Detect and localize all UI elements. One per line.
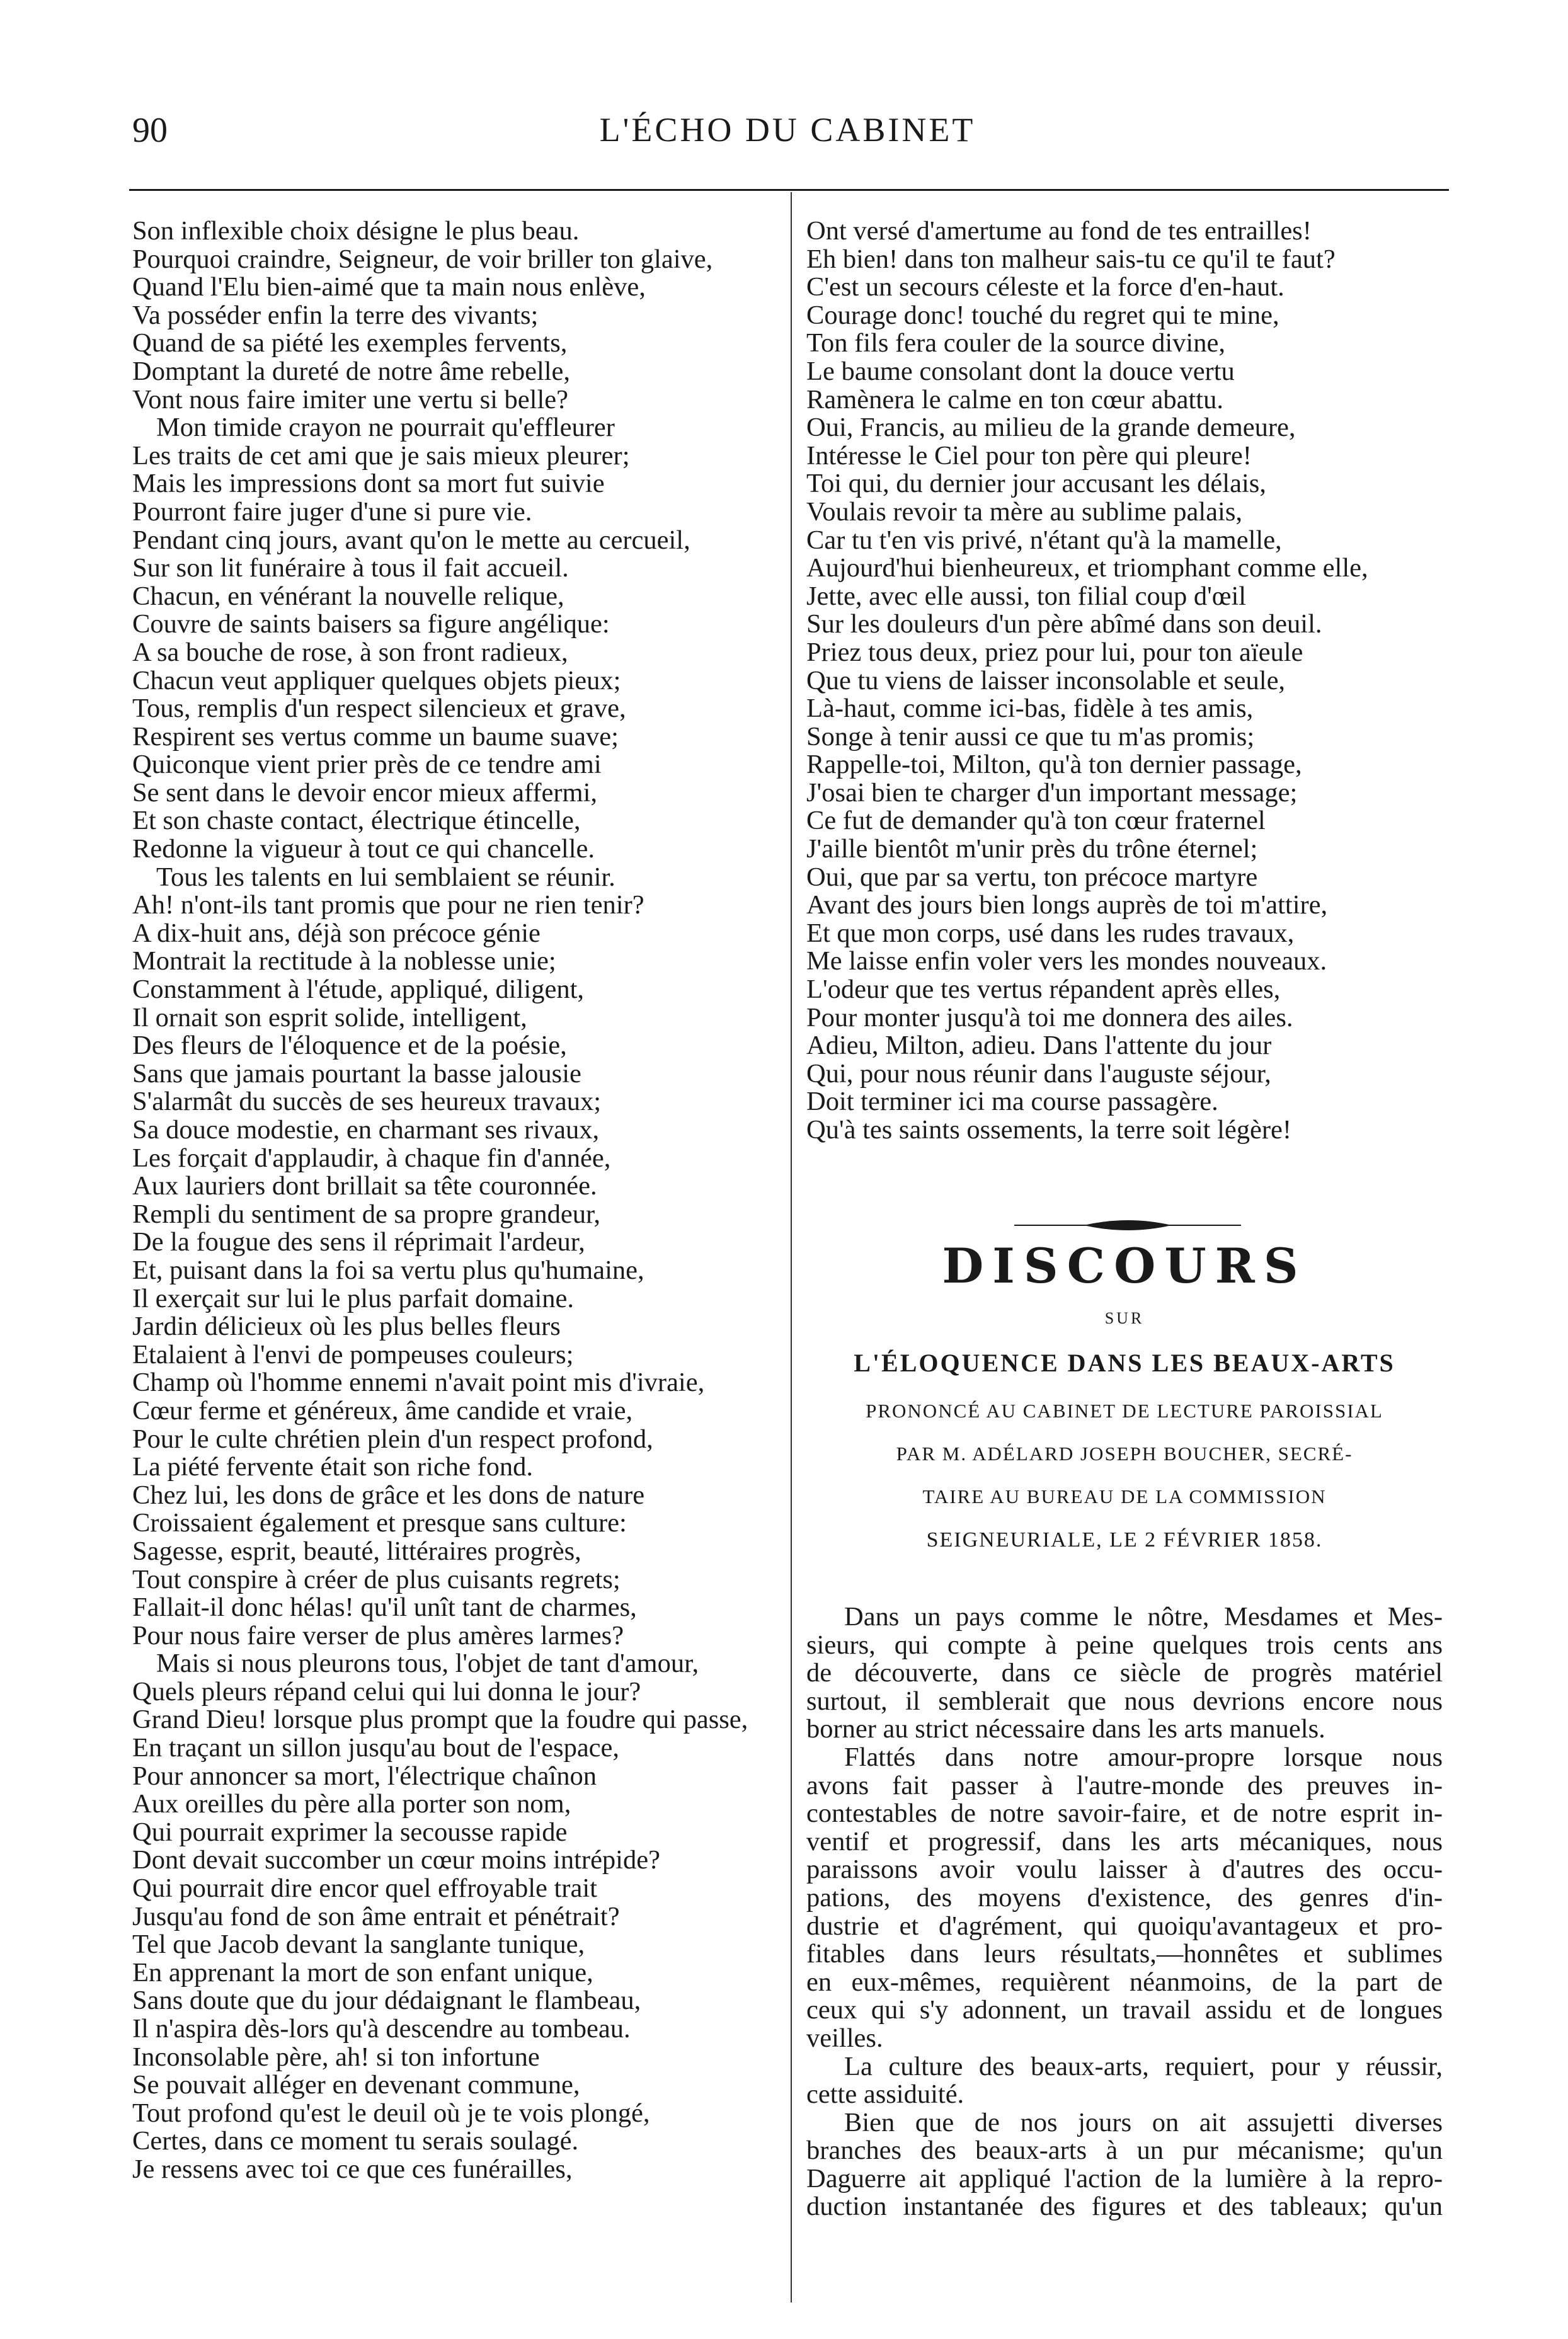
poem-line: Quels pleurs répand celui qui lui donna le jour?	[132, 1676, 641, 1707]
poem-line: Mon timide crayon ne pourrait qu'effleurer	[156, 413, 615, 443]
poem-line: Pour monter jusqu'à toi me donnera des ailes.	[806, 1002, 1293, 1032]
poem-line: Oui, que par sa vertu, ton précoce martyre	[806, 862, 1258, 892]
poem-line: Se pouvait alléger en devenant commune,	[132, 2070, 580, 2100]
poem-line: Jardin délicieux où les plus belles fleurs	[132, 1312, 561, 1342]
poem-line: Se sent dans le devoir encor mieux affermi,	[132, 777, 598, 808]
poem-line: Ton fils fera couler de la source divine,	[806, 328, 1225, 358]
prose-line: branches des beaux-arts à un pur mécanisme; qu'un	[806, 2136, 1443, 2166]
poem-line: Dont devait succomber un cœur moins intrépide?	[132, 1845, 660, 1875]
poem-line: Certes, dans ce moment tu serais soulagé.	[132, 2126, 579, 2156]
poem-line: Sur son lit funéraire à tous il fait accueil.	[132, 553, 569, 583]
header-rule	[129, 189, 1449, 191]
prose-line: duction instantanée des figures et des tableaux; qu'un	[806, 2192, 1443, 2222]
discourse-byline-2: PAR M. ADÉLARD JOSEPH BOUCHER, SECRÉ-	[896, 1443, 1353, 1465]
poem-line: La piété fervente était son riche fond.	[132, 1452, 534, 1482]
poem-line: Ont versé d'amertume au fond de tes entrailles!	[806, 216, 1312, 246]
prose-line: cette assiduité.	[806, 2079, 964, 2110]
poem-line: Voulais revoir ta mère au sublime palais,	[806, 496, 1243, 527]
poem-line: Qui pourrait dire encor quel effroyable trait	[132, 1873, 597, 1904]
poem-line: L'odeur que tes vertus répandent après elles,	[806, 975, 1281, 1005]
prose-line: Daguerre ait appliqué l'action de la lumière à la repro-	[806, 2163, 1443, 2193]
poem-line: Tout conspire à créer de plus cuisants regrets;	[132, 1564, 621, 1594]
poem-line: Il exerçait sur lui le plus parfait domaine.	[132, 1283, 575, 1313]
left-column-poem	[132, 217, 775, 2184]
poem-line: Sans que jamais pourtant la basse jalousie	[132, 1058, 581, 1089]
column-divider	[791, 192, 792, 2302]
poem-line: Tel que Jacob devant la sanglante tunique,	[132, 1930, 585, 1960]
poem-line: Chez lui, les dons de grâce et les dons de nature	[132, 1480, 645, 1510]
poem-line: Montrait la rectitude à la noblesse unie;	[132, 946, 556, 976]
poem-line: Pour annoncer sa mort, l'électrique chaînon	[132, 1761, 597, 1791]
prose-line: dustrie et d'agrément, qui quoiqu'avantageux et pro-	[806, 1911, 1443, 1941]
prose-line: paraissons avoir voulu laisser à d'autres des occu-	[806, 1855, 1443, 1885]
poem-line: Je ressens avec toi ce que ces funérailles,	[132, 2154, 573, 2184]
poem-line: De la fougue des sens il réprimait l'ardeur,	[132, 1227, 585, 1257]
discourse-byline-1: PRONONCÉ AU CABINET DE LECTURE PAROISSIAL	[866, 1400, 1383, 1422]
poem-line: Eh bien! dans ton malheur sais-tu ce qu'il te faut?	[806, 244, 1336, 274]
poem-line: S'alarmât du succès de ses heureux travaux;	[132, 1087, 602, 1117]
poem-line: Domptant la dureté de notre âme rebelle,	[132, 356, 571, 386]
poem-line: Sagesse, esprit, beauté, littéraires progrès,	[132, 1536, 581, 1566]
poem-line: Jette, avec elle aussi, ton filial coup d'œil	[806, 581, 1247, 611]
poem-line: Là-haut, comme ici-bas, fidèle à tes amis,	[806, 694, 1254, 724]
poem-line: Pour le culte chrétien plein d'un respect profond,	[132, 1424, 653, 1454]
right-column-poem	[806, 217, 1443, 1145]
poem-line: Grand Dieu! lorsque plus prompt que la foudre qui passe,	[132, 1705, 748, 1735]
prose-line: contestables de notre savoir-faire, et de notre esprit in-	[806, 1799, 1443, 1829]
poem-line: Priez tous deux, priez pour lui, pour ton aïeule	[806, 637, 1303, 667]
poem-line: Aujourd'hui bienheureux, et triomphant comme elle,	[806, 553, 1368, 583]
discourse-subtitle: L'ÉLOQUENCE DANS LES BEAUX-ARTS	[854, 1349, 1395, 1377]
poem-line: Sa douce modestie, en charmant ses rivaux,	[132, 1115, 600, 1145]
poem-line: J'aille bientôt m'unir près du trône éternel;	[806, 834, 1258, 864]
poem-line: Quand l'Elu bien-aimé que ta main nous enlève,	[132, 272, 646, 302]
poem-line: Courage donc! touché du regret qui te mine,	[806, 300, 1279, 330]
poem-line: Couvre de saints baisers sa figure angélique:	[132, 609, 610, 639]
poem-line: Aux oreilles du père alla porter son nom,	[132, 1789, 571, 1819]
ornament-divider	[1008, 1213, 1247, 1238]
poem-line: Jusqu'au fond de son âme entrait et pénétrait?	[132, 1901, 620, 1931]
prose-line: La culture des beaux-arts, requiert, pour y réussir,	[844, 2051, 1443, 2081]
poem-line: Quiconque vient prier près de ce tendre ami	[132, 750, 602, 780]
page-header	[132, 110, 1443, 161]
discourse-title: DISCOURS	[942, 1238, 1307, 1294]
poem-line: Tous les talents en lui semblaient se réunir.	[156, 862, 615, 892]
poem-line: Le baume consolant dont la douce vertu	[806, 356, 1235, 386]
poem-line: C'est un secours céleste et la force d'en-haut.	[806, 272, 1285, 302]
prose-line: surtout, il semblerait que nous devrions encore nous	[806, 1686, 1443, 1716]
poem-line: Aux lauriers dont brillait sa tête couronnée.	[132, 1171, 597, 1201]
poem-line: Oui, Francis, au milieu de la grande demeure,	[806, 413, 1296, 443]
poem-line: Toi qui, du dernier jour accusant les délais,	[806, 469, 1266, 499]
poem-line: Ramènera le calme en ton cœur abattu.	[806, 384, 1223, 415]
poem-line: Il ornait son esprit solide, intelligent,	[132, 1002, 527, 1032]
poem-line: Tous, remplis d'un respect silencieux et grave,	[132, 694, 626, 724]
poem-line: Chacun veut appliquer quelques objets pieux;	[132, 665, 621, 695]
prose-line: Dans un pays comme le nôtre, Mesdames et Mes-	[844, 1602, 1443, 1632]
prose-line: Bien que de nos jours on ait assujetti diverses	[844, 2107, 1443, 2137]
poem-line: Quand de sa piété les exemples fervents,	[132, 328, 568, 358]
poem-line: Car tu t'en vis privé, n'étant qu'à la mamelle,	[806, 525, 1282, 555]
prose-line: pations, des moyens d'existence, des genres d'in-	[806, 1882, 1443, 1913]
discourse-sur: SUR	[1104, 1309, 1145, 1327]
poem-line: Et, puisant dans la foi sa vertu plus qu'humaine,	[132, 1255, 644, 1285]
prose-line: ventif et progressif, dans les arts mécaniques, nous	[806, 1826, 1443, 1856]
page-number: 90	[132, 111, 168, 150]
poem-line: Adieu, Milton, adieu. Dans l'attente du jour	[806, 1031, 1272, 1061]
poem-line: En apprenant la mort de son enfant unique,	[132, 1957, 593, 1987]
poem-line: Redonne la vigueur à tout ce qui chancelle.	[132, 834, 595, 864]
poem-line: Cœur ferme et généreux, âme candide et vraie,	[132, 1395, 633, 1426]
discourse-byline-4: SEIGNEURIALE, LE 2 FÉVRIER 1858.	[926, 1528, 1323, 1552]
poem-line: Et son chaste contact, électrique étincelle,	[132, 806, 581, 836]
poem-line: Qui pourrait exprimer la secousse rapide	[132, 1817, 568, 1847]
poem-line: Qui, pour nous réunir dans l'auguste séjour,	[806, 1058, 1271, 1089]
poem-line: Les traits de cet ami que je sais mieux pleurer;	[132, 440, 630, 471]
poem-line: Avant des jours bien longs auprès de toi m'attire,	[806, 890, 1328, 920]
poem-line: Va posséder enfin la terre des vivants;	[132, 300, 539, 330]
poem-line: Respirent ses vertus comme un baume suave;	[132, 721, 619, 752]
prose-line: en eux-mêmes, requièrent néanmoins, de la part de	[806, 1967, 1443, 1997]
poem-line: Mais si nous pleurons tous, l'objet de tant d'amour,	[156, 1649, 699, 1679]
poem-line: Doit terminer ici ma course passagère.	[806, 1087, 1218, 1117]
poem-line: Intéresse le Ciel pour ton père qui pleure!	[806, 440, 1252, 471]
poem-line: Des fleurs de l'éloquence et de la poésie,	[132, 1031, 567, 1061]
poem-line: Que tu viens de laisser inconsolable et seule,	[806, 665, 1286, 695]
poem-line: Sans doute que du jour dédaignant le flambeau,	[132, 1986, 641, 2016]
poem-line: Constamment à l'étude, appliqué, diligent,	[132, 975, 585, 1005]
poem-line: Les forçait d'applaudir, à chaque fin d'année,	[132, 1143, 611, 1173]
poem-line: Rappelle-toi, Milton, qu'à ton dernier passage,	[806, 750, 1302, 780]
poem-line: Pourquoi craindre, Seigneur, de voir briller ton glaive,	[132, 244, 713, 274]
discourse-body	[806, 1603, 1443, 2221]
poem-line: Et que mon corps, usé dans les rudes travaux,	[806, 918, 1295, 948]
prose-line: veilles.	[806, 2023, 883, 2053]
poem-line: Qu'à tes saints ossements, la terre soit légère!	[806, 1115, 1292, 1145]
poem-line: J'osai bien te charger d'un important message;	[806, 777, 1298, 808]
prose-line: de découverte, dans ce siècle de progrès matériel	[806, 1658, 1443, 1688]
prose-line: avons fait passer à l'autre-monde des preuves in-	[806, 1770, 1443, 1800]
poem-line: Songe à tenir aussi ce que tu m'as promis;	[806, 721, 1255, 752]
discourse-byline-3: TAIRE AU BUREAU DE LA COMMISSION	[922, 1485, 1327, 1507]
poem-line: Etalaient à l'envi de pompeuses couleurs;	[132, 1339, 574, 1370]
poem-line: Mais les impressions dont sa mort fut suivie	[132, 469, 605, 499]
prose-line: borner au strict nécessaire dans les arts manuels.	[806, 1714, 1325, 1744]
poem-line: Pourront faire juger d'une si pure vie.	[132, 496, 532, 527]
poem-line: Tout profond qu'est le deuil où je te vois plongé,	[132, 2098, 650, 2128]
poem-line: Ce fut de demander qu'à ton cœur fraternel	[806, 806, 1266, 836]
poem-line: Chacun, en vénérant la nouvelle relique,	[132, 581, 564, 611]
poem-line: Ah! n'ont-ils tant promis que pour ne rien tenir?	[132, 890, 644, 920]
poem-line: Sur les douleurs d'un père abîmé dans son deuil.	[806, 609, 1322, 639]
poem-line: Fallait-il donc hélas! qu'il unît tant de charmes,	[132, 1593, 637, 1623]
poem-line: Son inflexible choix désigne le plus beau.	[132, 216, 580, 246]
poem-line: Croissaient également et presque sans culture:	[132, 1508, 627, 1538]
prose-line: Flattés dans notre amour-propre lorsque nous	[844, 1742, 1443, 1772]
poem-line: Inconsolable père, ah! si ton infortune	[132, 2042, 540, 2072]
poem-line: En traçant un sillon jusqu'au bout de l'espace,	[132, 1733, 620, 1763]
poem-line: Champ où l'homme ennemi n'avait point mis d'ivraie,	[132, 1368, 705, 1398]
poem-line: Rempli du sentiment de sa propre grandeur,	[132, 1199, 601, 1229]
prose-line: ceux qui s'y adonnent, un travail assidu et de longues	[806, 1995, 1443, 2025]
poem-line: A sa bouche de rose, à son front radieux,	[132, 637, 568, 667]
poem-line: Pour nous faire verser de plus amères larmes?	[132, 1620, 624, 1650]
prose-line: sieurs, qui compte à peine quelques trois cents ans	[806, 1630, 1443, 1660]
poem-line: Pendant cinq jours, avant qu'on le mette au cercueil,	[132, 525, 690, 555]
prose-line: fitables dans leurs résultats,—honnêtes et sublimes	[806, 1939, 1443, 1969]
running-title: L'ÉCHO DU CABINET	[599, 111, 976, 149]
poem-line: Me laisse enfin voler vers les mondes nouveaux.	[806, 946, 1327, 976]
poem-line: Vont nous faire imiter une vertu si belle?	[132, 384, 569, 415]
poem-line: Il n'aspira dès-lors qu'à descendre au tombeau.	[132, 2014, 631, 2044]
poem-line: A dix-huit ans, déjà son précoce génie	[132, 918, 541, 948]
